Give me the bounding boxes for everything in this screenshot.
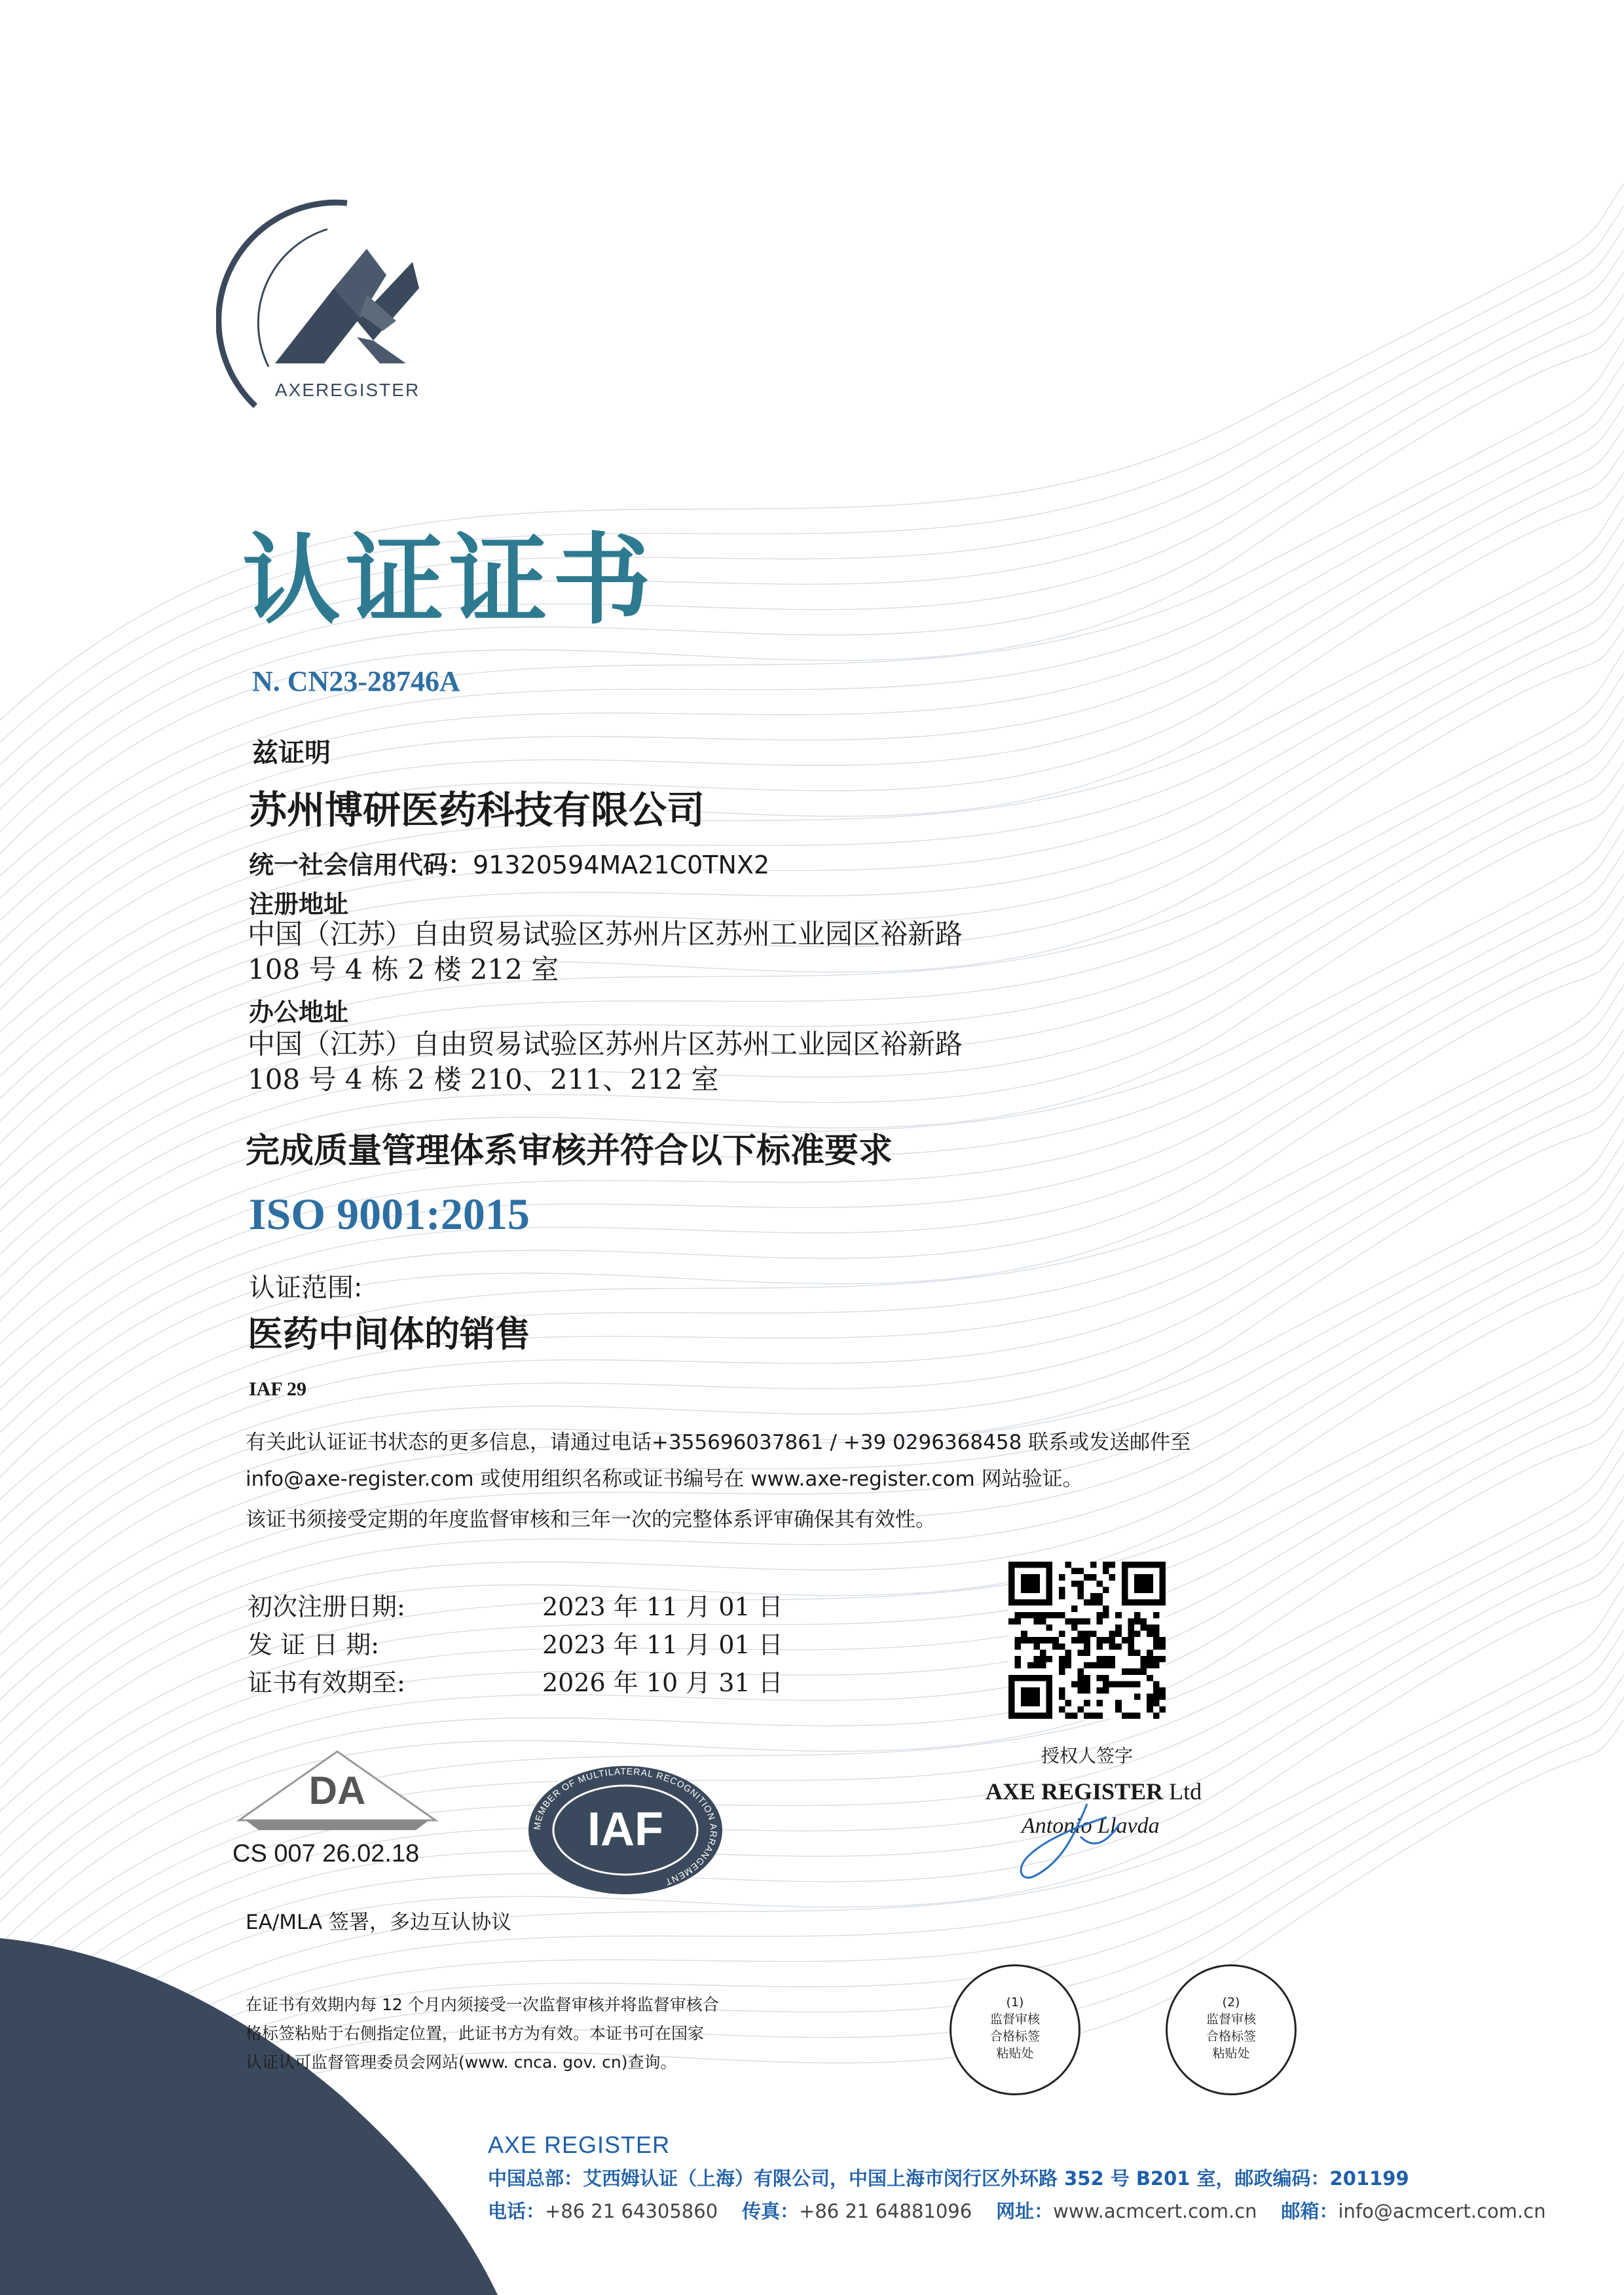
stamp-line: 合格标签 bbox=[1206, 2029, 1256, 2044]
signature-company-name: AXE REGISTER bbox=[986, 1778, 1164, 1805]
note-line: 认证认可监督管理委员会网站(www. cnca. gov. cn)查询。 bbox=[246, 2053, 677, 2072]
qr-code-icon[interactable] bbox=[1008, 1562, 1166, 1719]
registered-address bbox=[248, 917, 963, 987]
signature-company-suffix: Ltd bbox=[1169, 1778, 1202, 1805]
certification-scope: 医药中间体的销售 bbox=[248, 1313, 530, 1355]
note-line: 格标签粘贴于右侧指定位置，此证书方为有效。本证书可在国家 bbox=[246, 2024, 705, 2043]
ea-mla-text: EA/MLA 签署，多边互认协议 bbox=[246, 1911, 512, 1934]
fax-value: +86 21 64881096 bbox=[799, 2200, 972, 2222]
date-row-expiry bbox=[248, 1664, 783, 1702]
credit-code bbox=[249, 845, 769, 881]
email-link[interactable]: info@acmcert.com.cn bbox=[1338, 2200, 1546, 2222]
surveillance-label-stamp-2 bbox=[1166, 1964, 1297, 2095]
date-label: 初次注册日期: bbox=[248, 1592, 405, 1621]
svg-text:MEMBER OF MULTILATERAL RECOGNI: MEMBER OF MULTILATERAL RECOGNITION ARRANGEMENT bbox=[531, 1765, 720, 1888]
office-address-line2: 108 号 4 栋 2 楼 210、211、212 室 bbox=[248, 1063, 719, 1095]
web-link[interactable]: www.acmcert.com.cn bbox=[1053, 2200, 1257, 2222]
iaf-code: IAF 29 bbox=[249, 1378, 307, 1400]
footer-contact bbox=[488, 2197, 1546, 2224]
note-line: 在证书有效期内每 12 个月内须接受一次监督审核并将监督审核合 bbox=[246, 1995, 719, 2014]
validity-note: 该证书须接受定期的年度监督审核和三年一次的完整体系评审确保其有效性。 bbox=[246, 1508, 936, 1532]
web-label: 网址： bbox=[996, 2200, 1054, 2222]
status-info-line1: 有关此认证证书状态的更多信息，请通过电话+355696037861 / +39 0296368458 联系或发送邮件至 bbox=[246, 1431, 1191, 1454]
date-value: 2023 年 11 月 01 日 bbox=[542, 1630, 783, 1659]
certificate-title: 认证证书 bbox=[242, 524, 657, 638]
iso-standard: ISO 9001:2015 bbox=[249, 1189, 530, 1239]
date-label: 证书有效期至: bbox=[248, 1668, 405, 1697]
scope-label: 认证范围: bbox=[249, 1273, 363, 1303]
date-table bbox=[248, 1588, 783, 1702]
stamp-line: 粘贴处 bbox=[1212, 2046, 1250, 2061]
signatory-name: Antonio Llavda bbox=[1022, 1814, 1160, 1838]
footer-brand: AXE REGISTER bbox=[488, 2131, 671, 2158]
status-info-line2: info@axe-register.com 或使用组织名称或证书编号在 www.axe-register.com 网站验证。 bbox=[246, 1467, 1083, 1491]
stamp-line: 粘贴处 bbox=[996, 2046, 1034, 2061]
email-label: 邮箱： bbox=[1281, 2200, 1338, 2222]
office-address-label: 办公地址 bbox=[249, 998, 349, 1027]
registered-address-label: 注册地址 bbox=[249, 890, 349, 919]
supervision-note bbox=[246, 1991, 719, 2077]
date-row-initial bbox=[248, 1588, 783, 1626]
fax-label: 传真： bbox=[742, 2200, 800, 2222]
company-name: 苏州博研医药科技有限公司 bbox=[249, 788, 705, 832]
handwritten-signature bbox=[1008, 1797, 1139, 1889]
office-address-line1: 中国（江苏）自由贸易试验区苏州片区苏州工业园区裕新路 bbox=[248, 1028, 963, 1060]
hereby-certify-label: 兹证明 bbox=[252, 738, 331, 768]
credit-code-label: 统一社会信用代码： bbox=[249, 851, 473, 879]
tel-value: +86 21 64305860 bbox=[545, 2200, 718, 2222]
da-accreditation-logo bbox=[232, 1748, 442, 1892]
date-value: 2026 年 10 月 31 日 bbox=[542, 1668, 783, 1697]
da-accreditation-code: CS 007 26.02.18 bbox=[232, 1840, 420, 1867]
date-row-issue bbox=[248, 1626, 783, 1664]
stamp-number: (2) bbox=[1222, 1995, 1240, 2010]
registered-address-line1: 中国（江苏）自由贸易试验区苏州片区苏州工业园区裕新路 bbox=[248, 918, 963, 950]
stamp-line: 监督审核 bbox=[989, 2012, 1040, 2027]
tel-label: 电话： bbox=[488, 2200, 545, 2222]
credit-code-value: 91320594MA21C0TNX2 bbox=[473, 851, 770, 879]
footer-headquarters: 中国总部：艾西姆认证（上海）有限公司，中国上海市闵行区外环路 352 号 B201 室，邮政编码：201199 bbox=[488, 2167, 1409, 2190]
svg-text:AXEREGISTER: AXEREGISTER bbox=[275, 380, 420, 400]
surveillance-label-stamp-1 bbox=[950, 1964, 1080, 2095]
registered-address-line2: 108 号 4 栋 2 楼 212 室 bbox=[248, 953, 559, 985]
office-address bbox=[248, 1027, 963, 1097]
svg-text:IAF: IAF bbox=[587, 1803, 663, 1856]
certificate-number: N. CN23-28746A bbox=[252, 665, 460, 697]
signature-label: 授权人签字 bbox=[1041, 1745, 1134, 1767]
date-value: 2023 年 11 月 01 日 bbox=[542, 1592, 783, 1621]
axe-register-logo bbox=[216, 190, 478, 439]
standard-intro: 完成质量管理体系审核并符合以下标准要求 bbox=[246, 1131, 893, 1171]
stamp-line: 监督审核 bbox=[1206, 2012, 1256, 2027]
stamp-line: 合格标签 bbox=[989, 2029, 1040, 2044]
date-label: 发 证 日 期: bbox=[248, 1630, 380, 1659]
iaf-mla-logo bbox=[524, 1761, 727, 1899]
stamp-number: (1) bbox=[1006, 1995, 1024, 2010]
status-info bbox=[246, 1424, 1190, 1497]
svg-text:DA: DA bbox=[308, 1769, 366, 1812]
